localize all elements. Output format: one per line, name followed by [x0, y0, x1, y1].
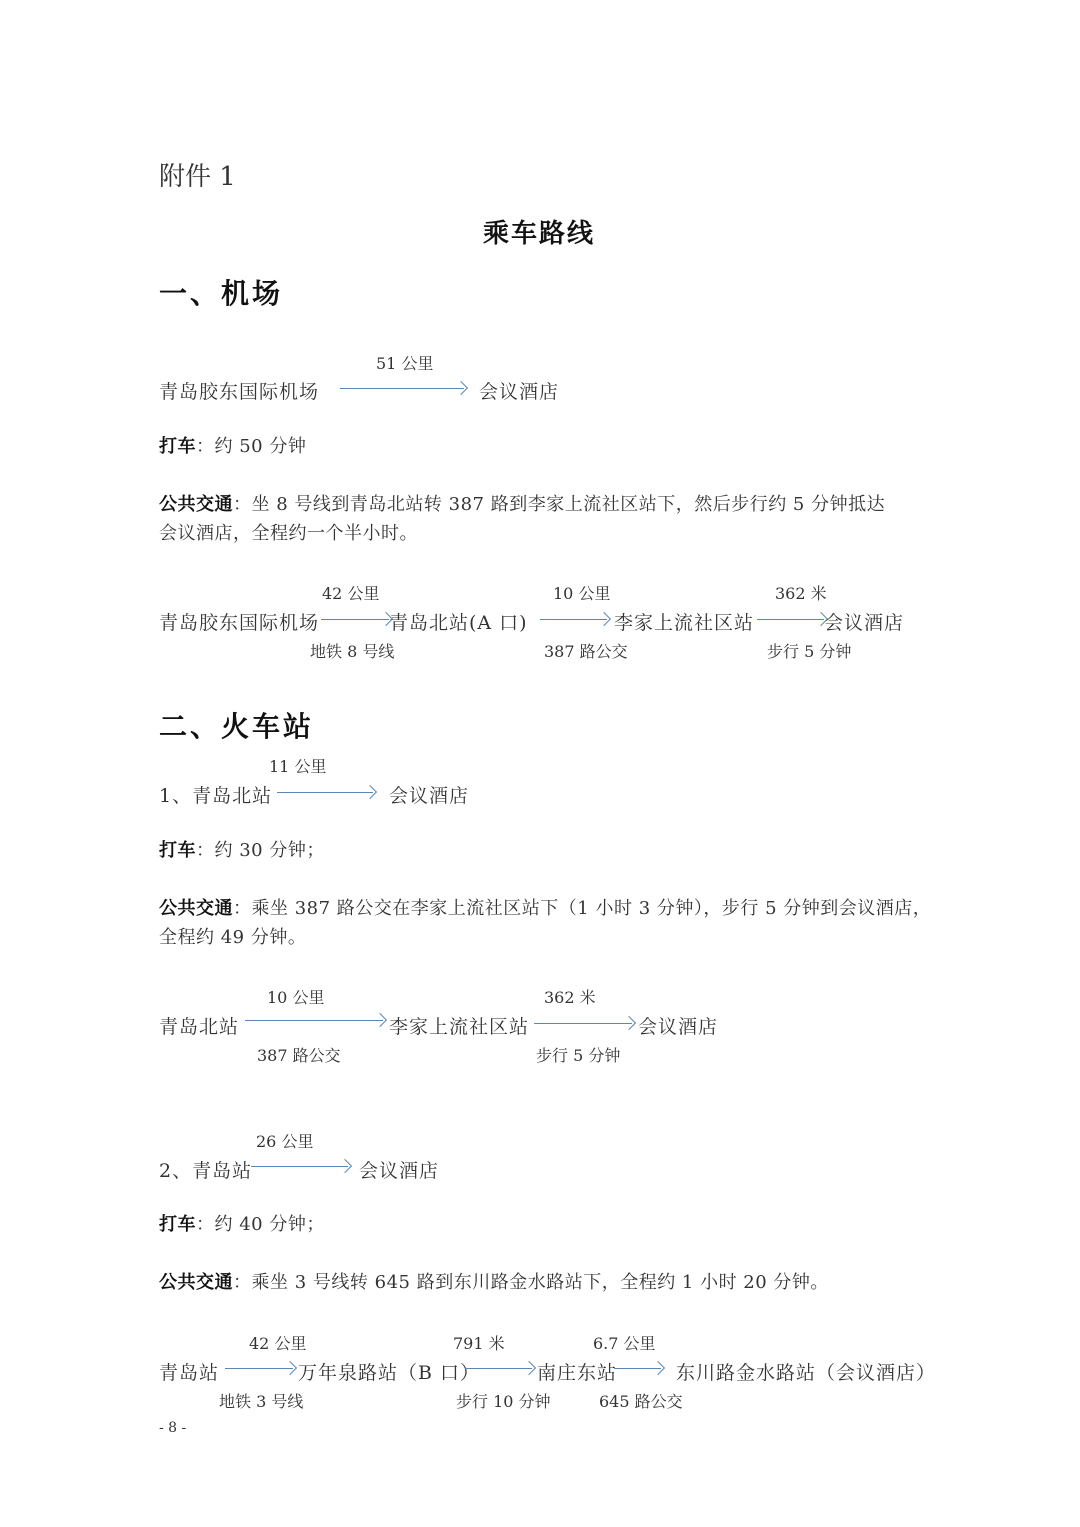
chain-mode: 地铁 3 号线	[219, 1392, 304, 1411]
chain-stop: 青岛站	[159, 1362, 220, 1384]
annex-label: 附件 1	[159, 162, 236, 192]
chain-arrow	[245, 1014, 386, 1028]
chain-distance: 10 公里	[267, 988, 325, 1007]
chain-distance: 42 公里	[249, 1334, 307, 1353]
route-arrow	[251, 1160, 351, 1174]
taxi-sep: ：	[196, 1214, 215, 1235]
taxi-line	[159, 836, 325, 865]
taxi-line	[159, 432, 306, 461]
chain-arrow	[757, 613, 827, 627]
chain-mode: 地铁 8 号线	[310, 642, 395, 661]
transit-label: 公共交通	[159, 898, 233, 919]
chain-mode: 645 路公交	[599, 1392, 683, 1411]
page-number: - 8 -	[159, 1420, 187, 1436]
page-title: 乘车路线	[483, 219, 596, 249]
taxi-line	[159, 1210, 325, 1239]
transit-paragraph	[159, 894, 931, 952]
route-distance: 11 公里	[269, 757, 327, 776]
section-heading-train: 二、火车站	[159, 710, 315, 743]
taxi-time: 约 40 分钟；	[214, 1214, 325, 1235]
transit-text: 乘坐 3 号线转 645 路到东川路金水路站下，全程约 1 小时 20 分钟。	[251, 1272, 829, 1293]
chain-mode: 步行 5 分钟	[767, 642, 852, 661]
chain-arrow	[465, 1362, 535, 1376]
taxi-sep: ：	[196, 436, 215, 457]
transit-text-cont: 全程约 49 分钟。	[159, 927, 307, 948]
chain-distance: 362 米	[775, 584, 827, 603]
chain-mode: 387 路公交	[257, 1046, 341, 1065]
route-origin: 2、青岛站	[159, 1160, 253, 1182]
chain-distance: 791 米	[453, 1334, 505, 1353]
taxi-time: 约 30 分钟；	[214, 840, 325, 861]
chain-stop: 李家上流社区站	[614, 612, 755, 634]
chain-stop: 青岛北站(A 口)	[389, 612, 528, 634]
chain-mode: 步行 5 分钟	[536, 1046, 621, 1065]
transit-paragraph	[159, 1268, 829, 1297]
route-arrow	[340, 382, 467, 396]
transit-text: 坐 8 号线到青岛北站转 387 路到李家上流社区站下，然后步行约 5 分钟抵达	[251, 494, 886, 515]
chain-arrow	[614, 1362, 664, 1376]
transit-label: 公共交通	[159, 494, 233, 515]
chain-distance: 10 公里	[553, 584, 611, 603]
chain-stop: 万年泉路站（B 口）	[298, 1362, 481, 1384]
chain-arrow	[540, 613, 610, 627]
chain-distance: 362 米	[544, 988, 596, 1007]
chain-stop: 东川路金水路站（会议酒店）	[676, 1362, 937, 1384]
taxi-label: 打车	[159, 1214, 196, 1235]
transit-label: 公共交通	[159, 1272, 233, 1293]
chain-distance: 6.7 公里	[593, 1334, 656, 1353]
transit-text-cont: 会议酒店，全程约一个半小时。	[159, 523, 418, 544]
transit-sep: ：	[233, 898, 252, 919]
transit-text: 乘坐 387 路公交在李家上流社区站下（1 小时 3 分钟），步行 5 分钟到会议酒店，	[251, 898, 932, 919]
transit-sep: ：	[233, 1272, 252, 1293]
chain-stop: 南庄东站	[537, 1362, 618, 1384]
chain-stop: 会议酒店	[638, 1016, 719, 1038]
route-origin: 1、青岛北站	[159, 785, 273, 807]
section-heading-airport: 一、机场	[159, 277, 284, 310]
route-destination: 会议酒店	[359, 1160, 440, 1182]
route-arrow	[277, 786, 376, 800]
chain-arrow	[225, 1362, 296, 1376]
chain-mode: 步行 10 分钟	[456, 1392, 551, 1411]
taxi-label: 打车	[159, 840, 196, 861]
taxi-label: 打车	[159, 436, 196, 457]
route-destination: 会议酒店	[389, 785, 470, 807]
chain-arrow	[534, 1017, 635, 1031]
route-origin: 青岛胶东国际机场	[159, 381, 320, 403]
route-destination: 会议酒店	[479, 381, 560, 403]
route-distance: 51 公里	[376, 354, 434, 373]
transit-paragraph	[159, 490, 885, 548]
route-distance: 26 公里	[256, 1132, 314, 1151]
chain-stop: 青岛北站	[159, 1016, 240, 1038]
transit-sep: ：	[233, 494, 252, 515]
chain-stop: 李家上流社区站	[389, 1016, 530, 1038]
chain-arrow	[321, 613, 392, 627]
chain-stop: 青岛胶东国际机场	[159, 612, 320, 634]
taxi-sep: ：	[196, 840, 215, 861]
chain-distance: 42 公里	[322, 584, 380, 603]
chain-mode: 387 路公交	[544, 642, 628, 661]
chain-stop: 会议酒店	[824, 612, 905, 634]
taxi-time: 约 50 分钟	[214, 436, 307, 457]
